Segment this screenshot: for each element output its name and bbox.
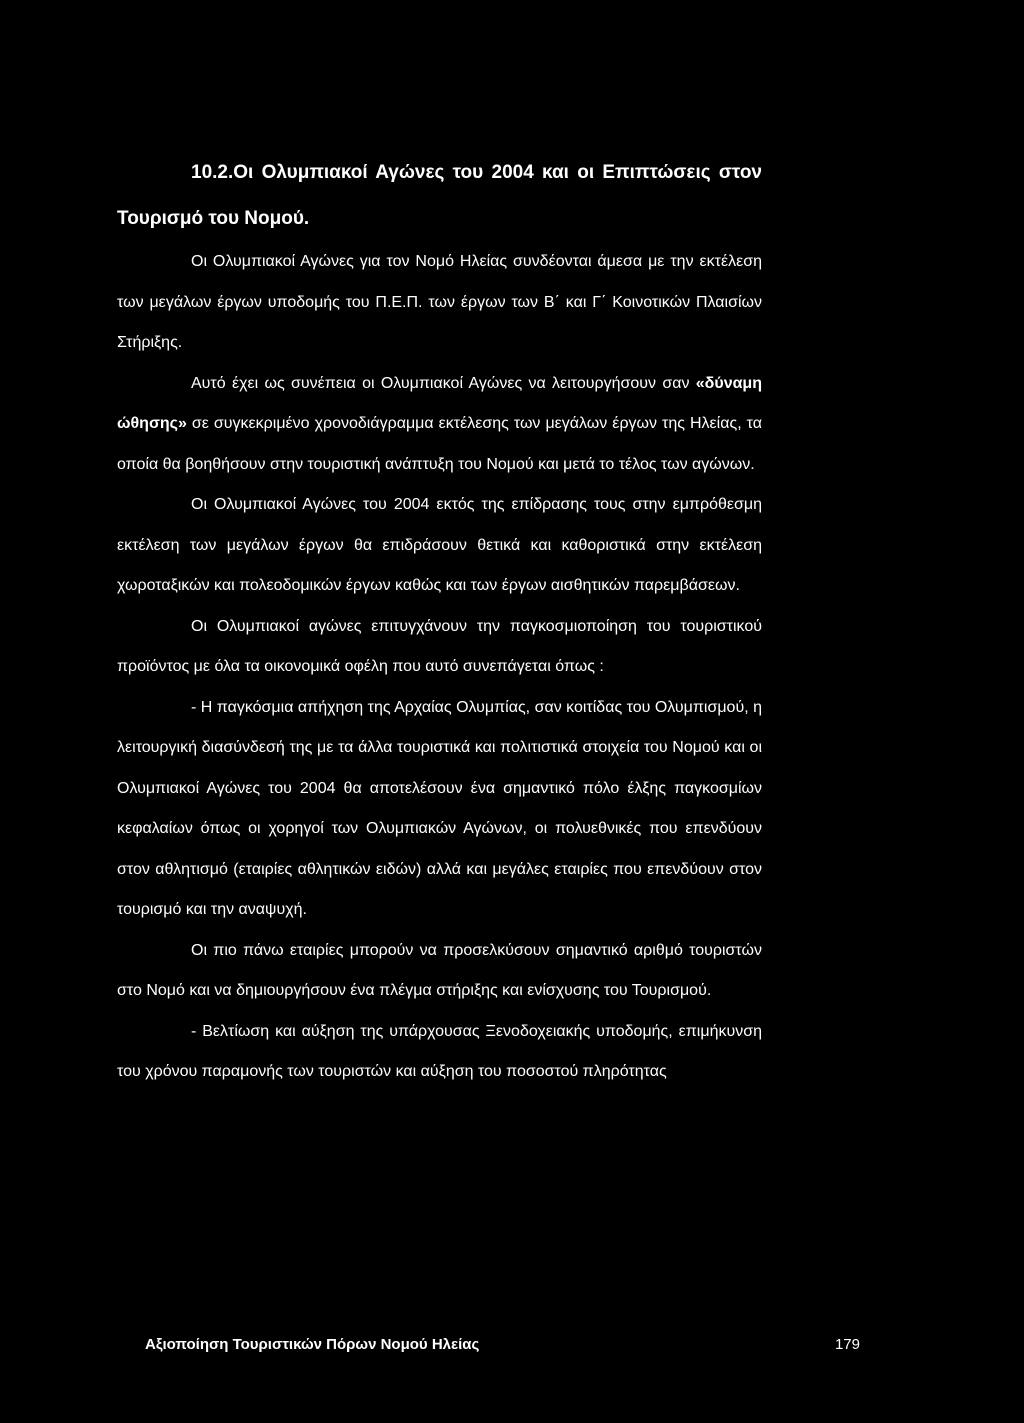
paragraph-2-post: σε συγκεκριμένο χρονοδιάγραμμα εκτέλεσης των μεγάλων έργων της Ηλείας, τα οποία θα βοηθήσουν στην τουριστική ανάπτυξη του Νομού και μετά το τέλος των αγώνων. bbox=[117, 415, 762, 473]
paragraph-5-bullet: - Η παγκόσμια απήχηση της Αρχαίας Ολυμπίας, σαν κοιτίδας του Ολυμπισμού, η λειτουργική διασύνδεσή της με τα άλλα τουριστικά και πολιτιστικά στοιχεία του Νομού και οι Ολυμπιακοί Αγώνες του 2004 θα αποτελέσουν ένα σημαντικό πόλο έλξης παγκοσμίων κεφαλαίων όπως οι χορηγοί των Ολυμπιακών Αγώνων, οι πολυεθνικές που επενδύουν στον αθλητισμό (εταιρίες αθλητικών ειδών) αλλά και μεγάλες εταιρίες που επενδύουν στον τουρισμό και την αναψυχή. bbox=[117, 698, 762, 918]
paragraph-2-bold-phrase: «δύναμη ώθησης» bbox=[117, 374, 762, 432]
paragraph-1: Οι Ολυμπιακοί Αγώνες για τον Νομό Ηλείας συνδέονται άμεσα με την εκτέλεση των μεγάλων έργων υποδομής του Π.Ε.Π. των έργων των Β΄ και Γ΄ Κοινοτικών Πλαισίων Στήριξης. bbox=[117, 253, 762, 351]
paragraph-6: Οι πιο πάνω εταιρίες μπορούν να προσελκύσουν σημαντικό αριθμό τουριστών στο Νομό και να δημιουργήσουν ένα πλέγμα στήριξης και ενίσχυσης του Τουρισμού. bbox=[117, 941, 762, 999]
page-body bbox=[117, 150, 762, 1093]
footer-title: Αξιοποίηση Τουριστικών Πόρων Νομού Ηλείας bbox=[145, 1336, 480, 1353]
paragraph-2 bbox=[117, 364, 762, 486]
page-number: 179 bbox=[834, 1336, 860, 1353]
paragraph-2-pre: Αυτό έχει ως συνέπεια οι Ολυμπιακοί Αγώνες να λειτουργήσουν σαν bbox=[191, 374, 696, 392]
paragraph-7-bullet: - Βελτίωση και αύξηση της υπάρχουσας Ξενοδοχειακής υποδομής, επιμήκυνση του χρόνου παραμονής των τουριστών και αύξηση του ποσοστού πληρότητας bbox=[117, 1022, 762, 1080]
paragraph-3: Οι Ολυμπιακοί Αγώνες του 2004 εκτός της επίδρασης τους στην εμπρόθεσμη εκτέλεση των μεγάλων έργων θα επιδράσουν θετικά και καθοριστικά στην εκτέλεση χωροταξικών και πολεοδομικών έργων καθώς και των έργων αισθητικών παρεμβάσεων. bbox=[117, 496, 762, 594]
section-heading-line-1: 10.2.Οι Ολυμπιακοί Αγώνες του 2004 και οι Επιπτώσεις στον bbox=[191, 162, 762, 183]
section-heading bbox=[117, 150, 762, 242]
page-footer bbox=[145, 1336, 860, 1353]
paragraph-4: Οι Ολυμπιακοί αγώνες επιτυγχάνουν την παγκοσμιοποίηση του τουριστικού προϊόντος με όλα τα οικονομικά οφέλη που αυτό συνεπάγεται όπως : bbox=[117, 617, 762, 675]
section-heading-line-2: Τουρισμό του Νομού. bbox=[117, 208, 310, 229]
